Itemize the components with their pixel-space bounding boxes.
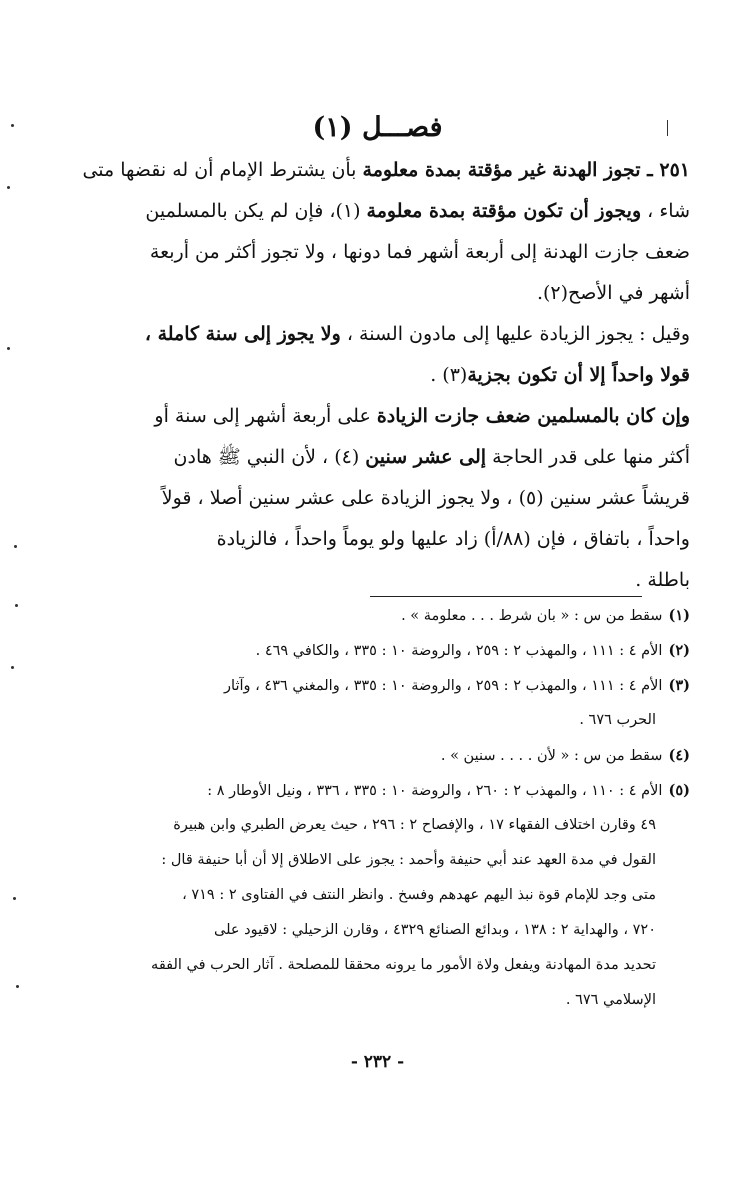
footnote-number: (٢) — [668, 642, 690, 659]
margin-mark — [11, 666, 14, 669]
text-segment: أكثر منها على قدر الحاجة — [486, 446, 690, 468]
margin-mark — [14, 545, 17, 548]
margin-mark — [13, 897, 16, 900]
footnote-number: (١) — [668, 607, 690, 624]
footnote-text: ٧٢٠ ، والهداية ٢ : ١٣٨ ، وبدائع الصنائع ٤٣٢٩ ، وقارن الزحيلي : لاقيود على — [214, 922, 656, 938]
footnote-line — [40, 703, 690, 738]
main-text — [40, 150, 690, 601]
footnote-text: الإسلامي ٦٧٦ . — [565, 992, 656, 1008]
footnote-number: (٥) — [668, 782, 690, 799]
margin-mark — [7, 186, 10, 189]
margin-mark — [667, 120, 668, 136]
footnote-number: (٤) — [668, 747, 690, 764]
margin-mark — [11, 124, 14, 127]
bold-text-segment: قولا واحداً إلا أن تكون بجزية — [467, 364, 690, 386]
footnote-text: تحديد مدة المهادنة ويفعل ولاة الأمور ما يرونه محققا للمصلحة . آثار الحرب في الفقه — [151, 957, 656, 973]
text-segment: على أربعة أشهر إلى سنة أو — [154, 405, 377, 427]
footnote-text: الأم ٤ : ١١١ ، والمهذب ٢ : ٢٥٩ ، والروضة ١٠ : ٣٣٥ ، والكافي ٤٦٩ . — [255, 643, 663, 659]
footnote-line — [40, 913, 690, 948]
footnote-line — [40, 633, 690, 668]
footnote-text: الحرب ٦٧٦ . — [579, 712, 656, 728]
text-segment: شاء ، — [641, 200, 690, 222]
text-line — [40, 519, 690, 560]
text-segment: وقيل : يجوز الزيادة عليها إلى مادون السنة ، — [340, 323, 690, 345]
footnote-text: سقط من س : « بان شرط . . . معلومة » . — [401, 608, 663, 624]
text-segment: واحداً ، باتفاق ، فإن (٨٨/أ) زاد عليها ولو يوماً واحداً ، فالزيادة — [216, 528, 690, 550]
footnote-line — [40, 668, 690, 703]
text-segment: (٤) ، لأن النبي ﷺ هادن — [173, 446, 366, 468]
footnote-text: الأم ٤ : ١١٠ ، والمهذب ٢ : ٢٦٠ ، والروضة ١٠ : ٣٣٥ ، ٣٣٦ ، ونيل الأوطار ٨ : — [207, 783, 663, 799]
text-segment: بأن يشترط الإمام أن له نقضها متى — [82, 159, 363, 181]
footnotes — [40, 598, 690, 1018]
bold-text-segment: وإن كان بالمسلمين ضعف جازت الزيادة — [376, 405, 690, 427]
section-heading: فصـــل (١) — [312, 112, 443, 143]
footnote-line — [40, 598, 690, 633]
margin-mark — [15, 604, 18, 607]
footnote-number: (٣) — [668, 677, 690, 694]
footnote-line — [40, 983, 690, 1018]
text-segment: أشهر في الأصح(٢). — [536, 282, 690, 304]
bold-text-segment: ٢٥١ ـ تجوز الهدنة غير مؤقتة بمدة معلومة — [362, 159, 690, 181]
text-line — [40, 437, 690, 478]
text-line — [40, 478, 690, 519]
text-line — [40, 273, 690, 314]
margin-mark — [16, 985, 19, 988]
footnote-line — [40, 773, 690, 808]
footnote-text: ٤٩ وقارن اختلاف الفقهاء ١٧ ، والإفصاح ٢ : ٢٩٦ ، حيث يعرض الطبري وابن هبيرة — [173, 817, 656, 833]
bold-text-segment: إلى عشر سنين — [365, 446, 487, 468]
footnote-text: القول في مدة العهد عند أبي حنيفة وأحمد : يجوز على الاطلاق إلا أن أبا حنيفة قال : — [161, 852, 656, 868]
footnote-line — [40, 808, 690, 843]
footnote-text: سقط من س : « لأن . . . . سنين » . — [440, 748, 663, 764]
text-line — [40, 396, 690, 437]
footnote-line — [40, 878, 690, 913]
footnote-text: متى وجد للإمام قوة نبذ اليهم عهدهم وفسخ . وانظر النتف في الفتاوى ٢ : ٧١٩ ، — [182, 887, 656, 903]
text-segment: (١)، فإن لم يكن بالمسلمين — [145, 200, 367, 222]
footnote-line — [40, 843, 690, 878]
footnote-separator — [370, 596, 642, 597]
text-line — [40, 191, 690, 232]
footnote-text: الأم ٤ : ١١١ ، والمهذب ٢ : ٢٥٩ ، والروضة ١٠ : ٣٣٥ ، والمغني ٤٣٦ ، وآثار — [224, 678, 663, 694]
text-line — [40, 560, 690, 601]
margin-mark — [7, 347, 10, 350]
text-segment: باطلة . — [635, 569, 690, 591]
text-segment: قريشاً عشر سنين (٥) ، ولا يجوز الزيادة على عشر سنين أصلا ، قولاً — [161, 487, 690, 509]
text-line — [40, 232, 690, 273]
bold-text-segment: ويجوز أن تكون مؤقتة بمدة معلومة — [366, 200, 642, 222]
bold-text-segment: ولا يجوز إلى سنة كاملة ، — [144, 323, 341, 345]
text-segment: ضعف جازت الهدنة إلى أربعة أشهر فما دونها ، ولا تجوز أكثر من أربعة — [149, 241, 690, 263]
text-line — [40, 150, 690, 191]
text-segment: (٣) . — [430, 364, 468, 386]
text-line — [40, 314, 690, 355]
text-line — [40, 355, 690, 396]
footnote-line — [40, 738, 690, 773]
footnote-line — [40, 948, 690, 983]
page-number: - ٢٣٢ - — [350, 1052, 405, 1072]
